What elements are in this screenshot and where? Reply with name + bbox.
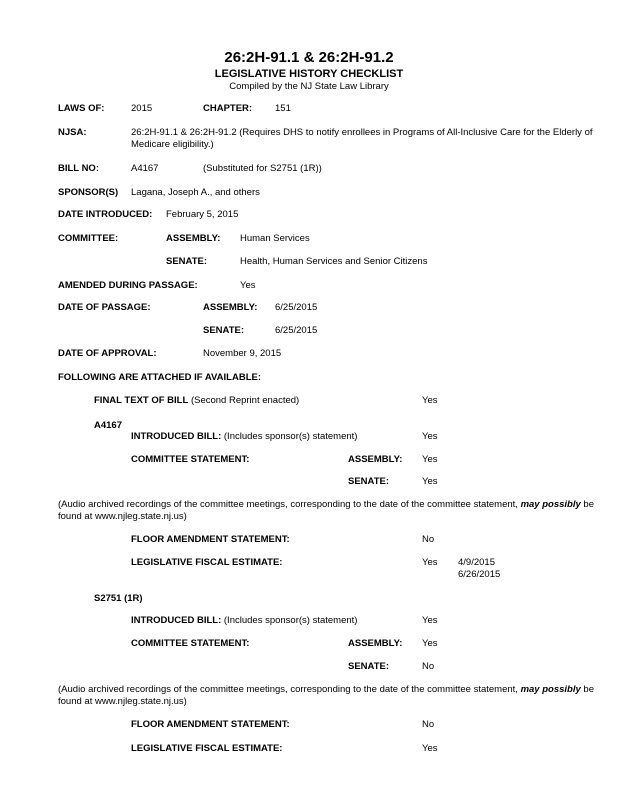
s2751-audio-note-emphasis: may possibly (520, 684, 581, 695)
committee-senate-label: SENATE: (166, 256, 207, 267)
date-introduced-value: February 5, 2015 (166, 209, 239, 220)
bill-no-value: A4167 (131, 163, 159, 174)
a4167-senate-value: Yes (422, 476, 438, 487)
committee-senate-value: Health, Human Services and Senior Citizens (240, 256, 428, 267)
s2751-heading: S2751 (1R) (94, 593, 143, 604)
bill-no-label: BILL NO: (58, 163, 99, 174)
a4167-heading: A4167 (94, 420, 122, 431)
s2751-introduced-row (131, 615, 357, 627)
a4167-introduced-row (131, 431, 357, 443)
final-text-note: (Second Reprint enacted) (190, 395, 300, 406)
passage-senate-value: 6/25/2015 (275, 325, 318, 336)
a4167-floor-value: No (422, 534, 435, 545)
final-text-label: FINAL TEXT OF BILL (94, 395, 189, 406)
committee-label: COMMITTEE: (58, 233, 119, 244)
s2751-fiscal-label: LEGISLATIVE FISCAL ESTIMATE: (131, 743, 283, 754)
passage-assembly-value: 6/25/2015 (275, 302, 318, 313)
page-title: 26:2H-91.1 & 26:2H-91.2 (224, 49, 394, 66)
a4167-fiscal-value: Yes (422, 557, 438, 568)
s2751-floor-label: FLOOR AMENDMENT STATEMENT: (131, 719, 290, 730)
a4167-introduced-label: INTRODUCED BILL: (131, 431, 222, 442)
date-introduced-label: DATE INTRODUCED: (58, 209, 153, 220)
approval-label: DATE OF APPROVAL: (58, 348, 157, 359)
final-text-value: Yes (422, 395, 438, 406)
a4167-introduced-note: (Includes sponsor(s) statement) (223, 431, 358, 442)
bill-substituted: (Substituted for S2751 (1R)) (203, 163, 322, 174)
s2751-audio-note-a: (Audio archived recordings of the committee meetings, corresponding to the date of the committee statement, (58, 684, 521, 695)
passage-assembly-label: ASSEMBLY: (203, 302, 258, 313)
chapter-value: 151 (275, 103, 291, 114)
laws-of-label: LAWS OF: (58, 103, 105, 114)
a4167-senate-label: SENATE: (348, 476, 389, 487)
final-text-row (94, 395, 299, 407)
a4167-audio-note-emphasis: may possibly (520, 499, 581, 510)
s2751-assembly-value: Yes (422, 638, 438, 649)
a4167-assembly-value: Yes (422, 454, 438, 465)
a4167-fiscal-label: LEGISLATIVE FISCAL ESTIMATE: (131, 557, 283, 568)
compiled-by: Compiled by the NJ State Law Library (229, 81, 389, 92)
s2751-senate-label: SENATE: (348, 661, 389, 672)
s2751-audio-note (58, 684, 618, 708)
attached-heading: FOLLOWING ARE ATTACHED IF AVAILABLE: (58, 372, 261, 383)
a4167-fiscal-date-1: 4/9/2015 (458, 557, 495, 568)
s2751-introduced-label: INTRODUCED BILL: (131, 615, 222, 626)
approval-value: November 9, 2015 (203, 348, 282, 359)
passage-senate-label: SENATE: (203, 325, 244, 336)
njsa-value: 26:2H-91.1 & 26:2H-91.2 (Requires DHS to notify enrollees in Programs of All-Inclusive Care for the Elderly of Medicare eligibility.) (131, 127, 593, 150)
laws-of-value: 2015 (131, 103, 153, 114)
a4167-assembly-label: ASSEMBLY: (348, 454, 403, 465)
chapter-label: CHAPTER: (203, 103, 253, 114)
s2751-introduced-note: (Includes sponsor(s) statement) (223, 615, 358, 626)
page-subtitle: LEGISLATIVE HISTORY CHECKLIST (214, 68, 404, 80)
a4167-fiscal-date-2: 6/26/2015 (458, 569, 501, 580)
s2751-assembly-label: ASSEMBLY: (348, 638, 403, 649)
s2751-audio-note-b: be found at www.njleg.state.nj.us) (58, 684, 594, 707)
a4167-audio-note-b: be found at www.njleg.state.nj.us) (58, 499, 594, 522)
sponsors-label: SPONSOR(S) (58, 187, 119, 198)
amended-value: Yes (240, 280, 256, 291)
a4167-committee-label: COMMITTEE STATEMENT: (131, 454, 250, 465)
sponsors-value: Lagana, Joseph A., and others (131, 187, 260, 198)
committee-assembly-value: Human Services (240, 233, 310, 244)
njsa-label: NJSA: (58, 127, 87, 138)
a4167-floor-label: FLOOR AMENDMENT STATEMENT: (131, 534, 290, 545)
committee-assembly-label: ASSEMBLY: (166, 233, 221, 244)
passage-label: DATE OF PASSAGE: (58, 302, 151, 313)
a4167-introduced-value: Yes (422, 431, 438, 442)
a4167-audio-note (58, 499, 618, 523)
s2751-fiscal-value: Yes (422, 743, 438, 754)
s2751-floor-value: No (422, 719, 435, 730)
s2751-introduced-value: Yes (422, 615, 438, 626)
a4167-audio-note-a: (Audio archived recordings of the committee meetings, corresponding to the date of the committee statement, (58, 499, 521, 510)
s2751-committee-label: COMMITTEE STATEMENT: (131, 638, 250, 649)
amended-label: AMENDED DURING PASSAGE: (58, 280, 198, 291)
s2751-senate-value: No (422, 661, 435, 672)
